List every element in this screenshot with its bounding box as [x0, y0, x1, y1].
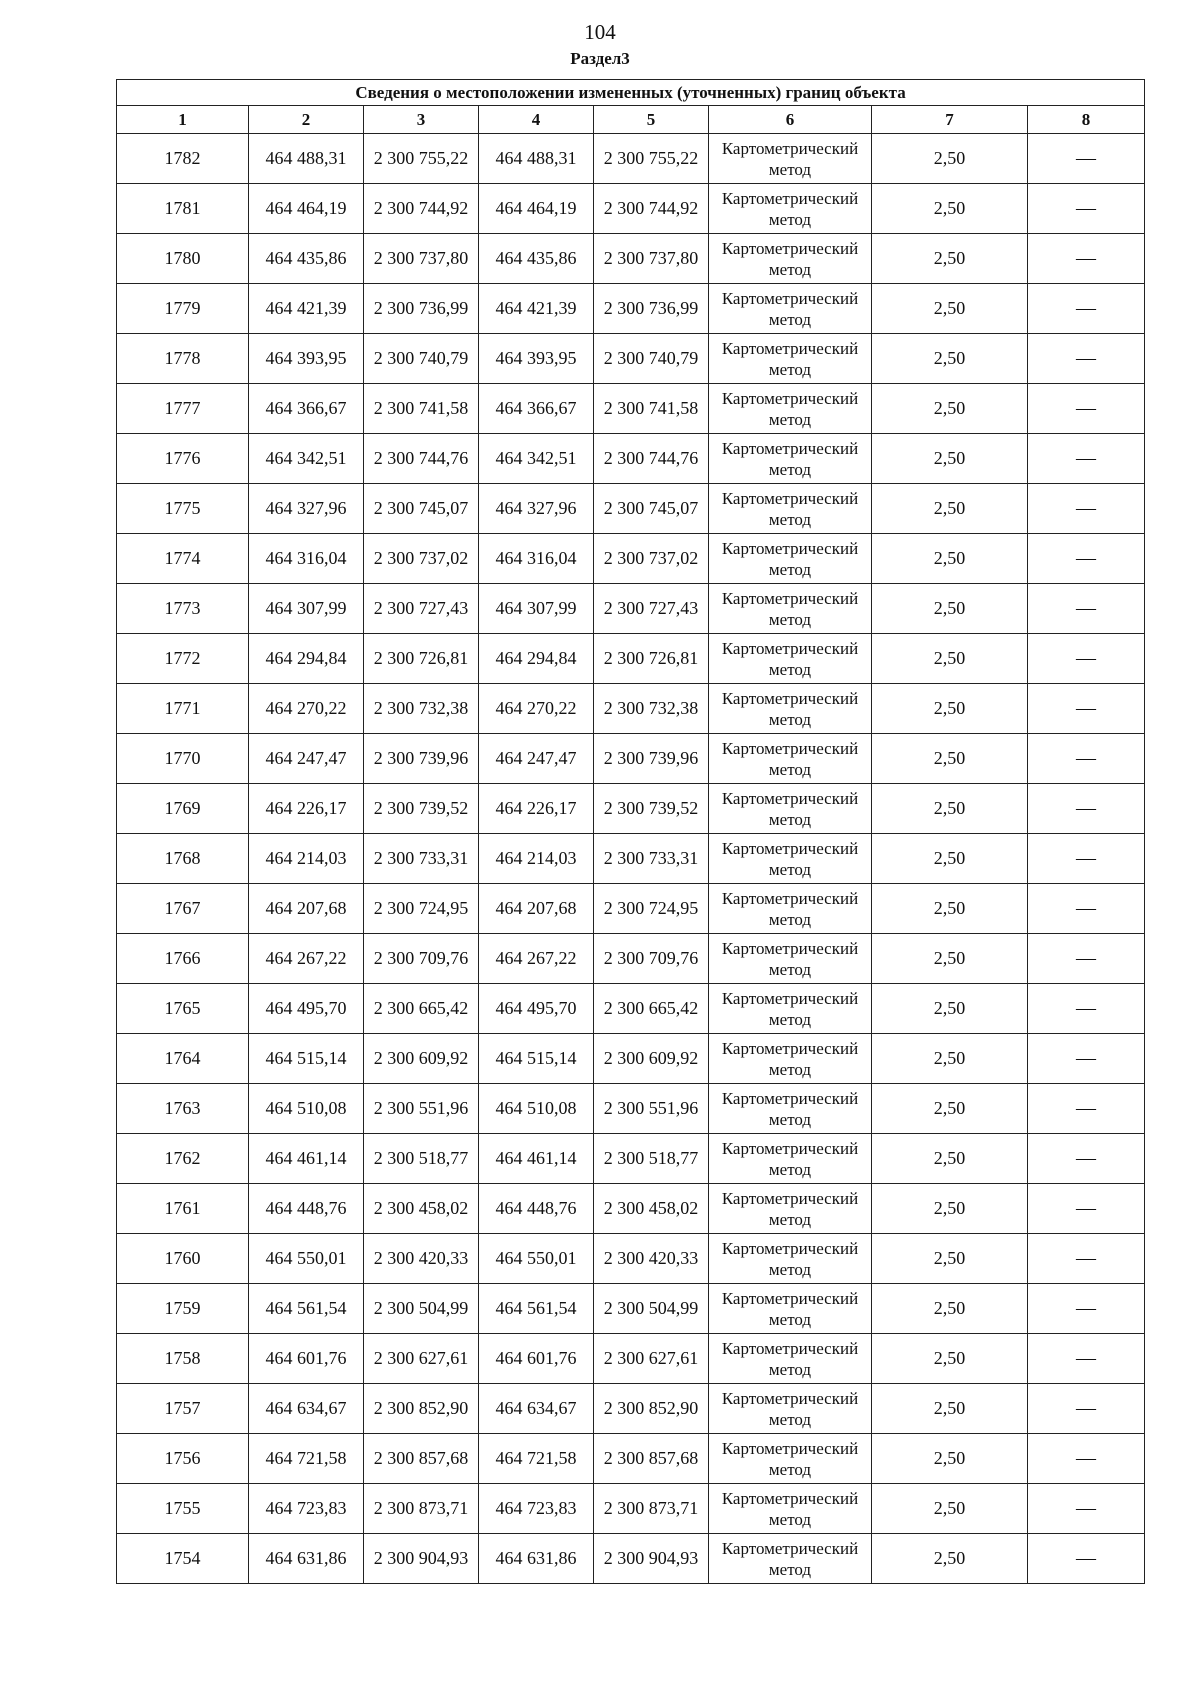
y-existing-cell: 2 300 458,02	[364, 1184, 479, 1234]
x-refined-cell: 464 435,86	[479, 234, 594, 284]
y-refined-cell: 2 300 551,96	[594, 1084, 709, 1134]
accuracy-cell: 2,50	[872, 1134, 1028, 1184]
table-row	[117, 1484, 1145, 1534]
accuracy-cell: 2,50	[872, 584, 1028, 634]
method-cell: Картометрический метод	[709, 784, 872, 834]
point-number-cell: 1776	[117, 434, 249, 484]
table-row	[117, 1534, 1145, 1584]
point-number-cell: 1758	[117, 1334, 249, 1384]
y-refined-cell: 2 300 739,52	[594, 784, 709, 834]
column-number-row	[117, 106, 1145, 134]
y-existing-cell: 2 300 726,81	[364, 634, 479, 684]
description-cell: —	[1028, 334, 1145, 384]
table-row	[117, 1384, 1145, 1434]
accuracy-cell: 2,50	[872, 1534, 1028, 1584]
point-number-cell: 1757	[117, 1384, 249, 1434]
table-row	[117, 384, 1145, 434]
method-cell: Картометрический метод	[709, 1184, 872, 1234]
y-existing-cell: 2 300 627,61	[364, 1334, 479, 1384]
column-number: 7	[872, 106, 1028, 134]
x-refined-cell: 464 247,47	[479, 734, 594, 784]
x-existing-cell: 464 461,14	[249, 1134, 364, 1184]
method-cell: Картометрический метод	[709, 1534, 872, 1584]
x-refined-cell: 464 721,58	[479, 1434, 594, 1484]
method-cell: Картометрический метод	[709, 734, 872, 784]
x-existing-cell: 464 723,83	[249, 1484, 364, 1534]
x-refined-cell: 464 226,17	[479, 784, 594, 834]
accuracy-cell: 2,50	[872, 684, 1028, 734]
accuracy-cell: 2,50	[872, 334, 1028, 384]
description-cell: —	[1028, 484, 1145, 534]
table-row	[117, 484, 1145, 534]
table-row	[117, 1334, 1145, 1384]
method-cell: Картометрический метод	[709, 1434, 872, 1484]
description-cell: —	[1028, 784, 1145, 834]
point-number-cell: 1760	[117, 1234, 249, 1284]
method-cell: Картометрический метод	[709, 434, 872, 484]
table-body	[117, 134, 1145, 1584]
method-cell: Картометрический метод	[709, 334, 872, 384]
column-number: 6	[709, 106, 872, 134]
x-existing-cell: 464 495,70	[249, 984, 364, 1034]
table-row	[117, 784, 1145, 834]
y-refined-cell: 2 300 732,38	[594, 684, 709, 734]
y-refined-cell: 2 300 726,81	[594, 634, 709, 684]
y-existing-cell: 2 300 665,42	[364, 984, 479, 1034]
accuracy-cell: 2,50	[872, 1084, 1028, 1134]
table-row	[117, 1284, 1145, 1334]
column-number: 2	[249, 106, 364, 134]
y-existing-cell: 2 300 736,99	[364, 284, 479, 334]
y-refined-cell: 2 300 745,07	[594, 484, 709, 534]
description-cell: —	[1028, 584, 1145, 634]
y-refined-cell: 2 300 609,92	[594, 1034, 709, 1084]
table-row	[117, 834, 1145, 884]
point-number-cell: 1754	[117, 1534, 249, 1584]
point-number-cell: 1763	[117, 1084, 249, 1134]
point-number-cell: 1756	[117, 1434, 249, 1484]
accuracy-cell: 2,50	[872, 884, 1028, 934]
y-existing-cell: 2 300 420,33	[364, 1234, 479, 1284]
table-title: Сведения о местоположении измененных (уточненных) границ объекта	[117, 80, 1145, 106]
y-refined-cell: 2 300 744,76	[594, 434, 709, 484]
table-row	[117, 1084, 1145, 1134]
table-row	[117, 1134, 1145, 1184]
point-number-cell: 1778	[117, 334, 249, 384]
x-refined-cell: 464 515,14	[479, 1034, 594, 1084]
method-cell: Картометрический метод	[709, 834, 872, 884]
column-number: 4	[479, 106, 594, 134]
method-cell: Картометрический метод	[709, 684, 872, 734]
y-refined-cell: 2 300 744,92	[594, 184, 709, 234]
point-number-cell: 1772	[117, 634, 249, 684]
x-refined-cell: 464 267,22	[479, 934, 594, 984]
x-existing-cell: 464 464,19	[249, 184, 364, 234]
point-number-cell: 1779	[117, 284, 249, 334]
point-number-cell: 1782	[117, 134, 249, 184]
y-refined-cell: 2 300 740,79	[594, 334, 709, 384]
accuracy-cell: 2,50	[872, 1234, 1028, 1284]
x-existing-cell: 464 448,76	[249, 1184, 364, 1234]
description-cell: —	[1028, 384, 1145, 434]
x-refined-cell: 464 393,95	[479, 334, 594, 384]
y-refined-cell: 2 300 458,02	[594, 1184, 709, 1234]
description-cell: —	[1028, 1234, 1145, 1284]
table-row	[117, 884, 1145, 934]
point-number-cell: 1769	[117, 784, 249, 834]
accuracy-cell: 2,50	[872, 534, 1028, 584]
column-number: 1	[117, 106, 249, 134]
accuracy-cell: 2,50	[872, 934, 1028, 984]
y-existing-cell: 2 300 518,77	[364, 1134, 479, 1184]
y-existing-cell: 2 300 741,58	[364, 384, 479, 434]
method-cell: Картометрический метод	[709, 1084, 872, 1134]
x-existing-cell: 464 601,76	[249, 1334, 364, 1384]
table-row	[117, 934, 1145, 984]
accuracy-cell: 2,50	[872, 1034, 1028, 1084]
x-existing-cell: 464 561,54	[249, 1284, 364, 1334]
x-refined-cell: 464 550,01	[479, 1234, 594, 1284]
x-existing-cell: 464 342,51	[249, 434, 364, 484]
x-existing-cell: 464 267,22	[249, 934, 364, 984]
y-refined-cell: 2 300 739,96	[594, 734, 709, 784]
point-number-cell: 1777	[117, 384, 249, 434]
accuracy-cell: 2,50	[872, 284, 1028, 334]
x-existing-cell: 464 634,67	[249, 1384, 364, 1434]
description-cell: —	[1028, 1184, 1145, 1234]
y-existing-cell: 2 300 740,79	[364, 334, 479, 384]
point-number-cell: 1765	[117, 984, 249, 1034]
y-existing-cell: 2 300 744,76	[364, 434, 479, 484]
method-cell: Картометрический метод	[709, 984, 872, 1034]
x-refined-cell: 464 316,04	[479, 534, 594, 584]
x-refined-cell: 464 270,22	[479, 684, 594, 734]
column-number: 5	[594, 106, 709, 134]
table-row	[117, 334, 1145, 384]
point-number-cell: 1768	[117, 834, 249, 884]
x-existing-cell: 464 316,04	[249, 534, 364, 584]
y-existing-cell: 2 300 739,52	[364, 784, 479, 834]
description-cell: —	[1028, 984, 1145, 1034]
y-refined-cell: 2 300 852,90	[594, 1384, 709, 1434]
x-refined-cell: 464 342,51	[479, 434, 594, 484]
description-cell: —	[1028, 884, 1145, 934]
accuracy-cell: 2,50	[872, 1384, 1028, 1434]
table-row	[117, 1034, 1145, 1084]
method-cell: Картометрический метод	[709, 1284, 872, 1334]
y-refined-cell: 2 300 857,68	[594, 1434, 709, 1484]
description-cell: —	[1028, 1084, 1145, 1134]
x-refined-cell: 464 307,99	[479, 584, 594, 634]
x-refined-cell: 464 510,08	[479, 1084, 594, 1134]
table-row	[117, 984, 1145, 1034]
x-existing-cell: 464 214,03	[249, 834, 364, 884]
y-refined-cell: 2 300 755,22	[594, 134, 709, 184]
point-number-cell: 1762	[117, 1134, 249, 1184]
x-refined-cell: 464 631,86	[479, 1534, 594, 1584]
accuracy-cell: 2,50	[872, 1184, 1028, 1234]
description-cell: —	[1028, 1134, 1145, 1184]
accuracy-cell: 2,50	[872, 234, 1028, 284]
description-cell: —	[1028, 634, 1145, 684]
method-cell: Картометрический метод	[709, 884, 872, 934]
method-cell: Картометрический метод	[709, 534, 872, 584]
section-title: Раздел3	[570, 49, 630, 68]
method-cell: Картометрический метод	[709, 1384, 872, 1434]
method-cell: Картометрический метод	[709, 1484, 872, 1534]
x-existing-cell: 464 207,68	[249, 884, 364, 934]
description-cell: —	[1028, 1434, 1145, 1484]
accuracy-cell: 2,50	[872, 184, 1028, 234]
x-existing-cell: 464 393,95	[249, 334, 364, 384]
point-number-cell: 1761	[117, 1184, 249, 1234]
accuracy-cell: 2,50	[872, 1434, 1028, 1484]
point-number-cell: 1770	[117, 734, 249, 784]
method-cell: Картометрический метод	[709, 384, 872, 434]
table-row	[117, 434, 1145, 484]
point-number-cell: 1780	[117, 234, 249, 284]
y-existing-cell: 2 300 727,43	[364, 584, 479, 634]
method-cell: Картометрический метод	[709, 134, 872, 184]
x-refined-cell: 464 488,31	[479, 134, 594, 184]
x-refined-cell: 464 207,68	[479, 884, 594, 934]
method-cell: Картометрический метод	[709, 184, 872, 234]
table-row	[117, 1234, 1145, 1284]
x-refined-cell: 464 561,54	[479, 1284, 594, 1334]
accuracy-cell: 2,50	[872, 784, 1028, 834]
table-row	[117, 634, 1145, 684]
y-existing-cell: 2 300 739,96	[364, 734, 479, 784]
y-refined-cell: 2 300 709,76	[594, 934, 709, 984]
x-existing-cell: 464 631,86	[249, 1534, 364, 1584]
y-refined-cell: 2 300 736,99	[594, 284, 709, 334]
y-refined-cell: 2 300 504,99	[594, 1284, 709, 1334]
point-number-cell: 1759	[117, 1284, 249, 1334]
point-number-cell: 1766	[117, 934, 249, 984]
column-number: 8	[1028, 106, 1145, 134]
y-existing-cell: 2 300 724,95	[364, 884, 479, 934]
description-cell: —	[1028, 234, 1145, 284]
y-existing-cell: 2 300 744,92	[364, 184, 479, 234]
x-existing-cell: 464 270,22	[249, 684, 364, 734]
y-refined-cell: 2 300 518,77	[594, 1134, 709, 1184]
table-row	[117, 184, 1145, 234]
description-cell: —	[1028, 184, 1145, 234]
page-number: 104	[584, 20, 616, 44]
description-cell: —	[1028, 434, 1145, 484]
y-existing-cell: 2 300 737,80	[364, 234, 479, 284]
y-refined-cell: 2 300 741,58	[594, 384, 709, 434]
x-refined-cell: 464 634,67	[479, 1384, 594, 1434]
point-number-cell: 1781	[117, 184, 249, 234]
method-cell: Картометрический метод	[709, 934, 872, 984]
x-existing-cell: 464 294,84	[249, 634, 364, 684]
x-existing-cell: 464 488,31	[249, 134, 364, 184]
y-refined-cell: 2 300 904,93	[594, 1534, 709, 1584]
accuracy-cell: 2,50	[872, 134, 1028, 184]
table-row	[117, 134, 1145, 184]
y-refined-cell: 2 300 724,95	[594, 884, 709, 934]
method-cell: Картометрический метод	[709, 1034, 872, 1084]
method-cell: Картометрический метод	[709, 584, 872, 634]
x-refined-cell: 464 327,96	[479, 484, 594, 534]
table-row	[117, 1184, 1145, 1234]
table-row	[117, 234, 1145, 284]
y-existing-cell: 2 300 904,93	[364, 1534, 479, 1584]
table-row	[117, 1434, 1145, 1484]
method-cell: Картометрический метод	[709, 234, 872, 284]
x-refined-cell: 464 464,19	[479, 184, 594, 234]
description-cell: —	[1028, 1484, 1145, 1534]
description-cell: —	[1028, 1034, 1145, 1084]
x-existing-cell: 464 421,39	[249, 284, 364, 334]
y-existing-cell: 2 300 755,22	[364, 134, 479, 184]
y-existing-cell: 2 300 609,92	[364, 1034, 479, 1084]
point-number-cell: 1764	[117, 1034, 249, 1084]
method-cell: Картометрический метод	[709, 1234, 872, 1284]
table-row	[117, 734, 1145, 784]
y-refined-cell: 2 300 627,61	[594, 1334, 709, 1384]
description-cell: —	[1028, 1334, 1145, 1384]
method-cell: Картометрический метод	[709, 1334, 872, 1384]
x-refined-cell: 464 366,67	[479, 384, 594, 434]
description-cell: —	[1028, 1534, 1145, 1584]
y-refined-cell: 2 300 420,33	[594, 1234, 709, 1284]
y-existing-cell: 2 300 857,68	[364, 1434, 479, 1484]
accuracy-cell: 2,50	[872, 1334, 1028, 1384]
y-existing-cell: 2 300 852,90	[364, 1384, 479, 1434]
description-cell: —	[1028, 534, 1145, 584]
x-refined-cell: 464 723,83	[479, 1484, 594, 1534]
accuracy-cell: 2,50	[872, 384, 1028, 434]
description-cell: —	[1028, 1384, 1145, 1434]
column-number: 3	[364, 106, 479, 134]
description-cell: —	[1028, 284, 1145, 334]
y-existing-cell: 2 300 745,07	[364, 484, 479, 534]
accuracy-cell: 2,50	[872, 434, 1028, 484]
x-existing-cell: 464 550,01	[249, 1234, 364, 1284]
description-cell: —	[1028, 1284, 1145, 1334]
point-number-cell: 1774	[117, 534, 249, 584]
method-cell: Картометрический метод	[709, 634, 872, 684]
y-refined-cell: 2 300 873,71	[594, 1484, 709, 1534]
x-existing-cell: 464 247,47	[249, 734, 364, 784]
accuracy-cell: 2,50	[872, 734, 1028, 784]
x-refined-cell: 464 448,76	[479, 1184, 594, 1234]
accuracy-cell: 2,50	[872, 634, 1028, 684]
point-number-cell: 1771	[117, 684, 249, 734]
description-cell: —	[1028, 734, 1145, 784]
description-cell: —	[1028, 934, 1145, 984]
y-existing-cell: 2 300 733,31	[364, 834, 479, 884]
method-cell: Картометрический метод	[709, 1134, 872, 1184]
accuracy-cell: 2,50	[872, 1484, 1028, 1534]
x-refined-cell: 464 421,39	[479, 284, 594, 334]
y-existing-cell: 2 300 737,02	[364, 534, 479, 584]
y-refined-cell: 2 300 665,42	[594, 984, 709, 1034]
boundary-coordinates-table	[116, 79, 1145, 1584]
description-cell: —	[1028, 684, 1145, 734]
point-number-cell: 1775	[117, 484, 249, 534]
y-existing-cell: 2 300 504,99	[364, 1284, 479, 1334]
point-number-cell: 1755	[117, 1484, 249, 1534]
x-existing-cell: 464 435,86	[249, 234, 364, 284]
x-existing-cell: 464 721,58	[249, 1434, 364, 1484]
y-refined-cell: 2 300 737,80	[594, 234, 709, 284]
table-row	[117, 684, 1145, 734]
x-refined-cell: 464 601,76	[479, 1334, 594, 1384]
y-refined-cell: 2 300 727,43	[594, 584, 709, 634]
x-existing-cell: 464 327,96	[249, 484, 364, 534]
x-existing-cell: 464 510,08	[249, 1084, 364, 1134]
x-refined-cell: 464 294,84	[479, 634, 594, 684]
point-number-cell: 1773	[117, 584, 249, 634]
x-existing-cell: 464 226,17	[249, 784, 364, 834]
accuracy-cell: 2,50	[872, 984, 1028, 1034]
accuracy-cell: 2,50	[872, 834, 1028, 884]
x-refined-cell: 464 495,70	[479, 984, 594, 1034]
y-existing-cell: 2 300 551,96	[364, 1084, 479, 1134]
accuracy-cell: 2,50	[872, 484, 1028, 534]
table-row	[117, 584, 1145, 634]
y-refined-cell: 2 300 733,31	[594, 834, 709, 884]
method-cell: Картометрический метод	[709, 484, 872, 534]
y-existing-cell: 2 300 732,38	[364, 684, 479, 734]
description-cell: —	[1028, 834, 1145, 884]
x-refined-cell: 464 214,03	[479, 834, 594, 884]
x-existing-cell: 464 515,14	[249, 1034, 364, 1084]
table-row	[117, 534, 1145, 584]
x-existing-cell: 464 366,67	[249, 384, 364, 434]
accuracy-cell: 2,50	[872, 1284, 1028, 1334]
x-existing-cell: 464 307,99	[249, 584, 364, 634]
description-cell: —	[1028, 134, 1145, 184]
point-number-cell: 1767	[117, 884, 249, 934]
y-existing-cell: 2 300 709,76	[364, 934, 479, 984]
x-refined-cell: 464 461,14	[479, 1134, 594, 1184]
y-refined-cell: 2 300 737,02	[594, 534, 709, 584]
y-existing-cell: 2 300 873,71	[364, 1484, 479, 1534]
method-cell: Картометрический метод	[709, 284, 872, 334]
table-row	[117, 284, 1145, 334]
